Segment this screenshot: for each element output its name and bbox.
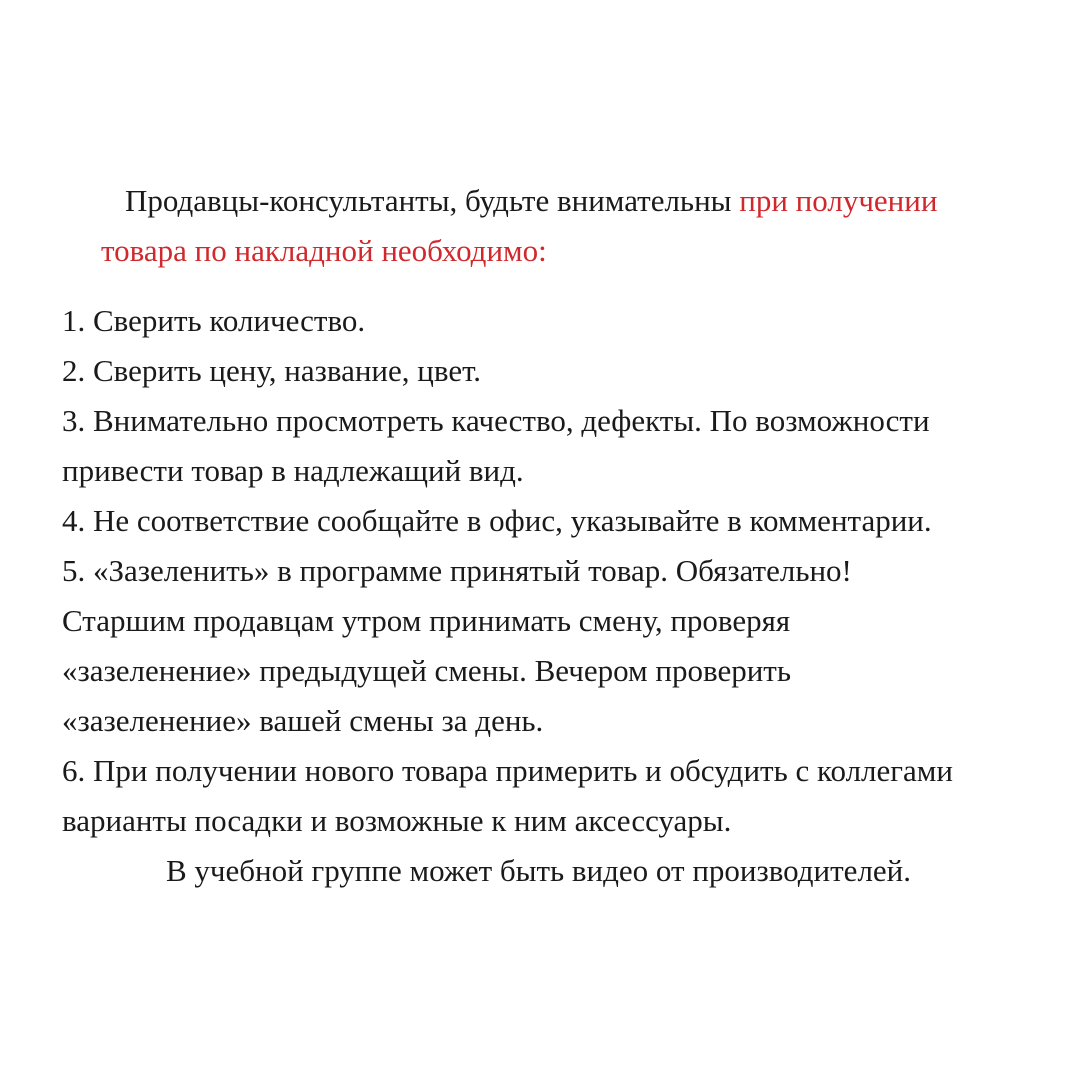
- intro-text: Продавцы-консультанты, будьте внимательны: [125, 183, 740, 218]
- list-item-4-line-1: 4. Не соответствие сообщайте в офис, указывайте в комментарии.: [62, 503, 932, 538]
- list-item-6-line-2: варианты посадки и возможные к ним аксессуары.: [62, 803, 732, 838]
- list-item-1-line-1: 1. Сверить количество.: [62, 303, 366, 338]
- closing-note: В учебной группе может быть видео от производителей.: [166, 853, 912, 888]
- intro-highlight-2: товара по накладной необходимо:: [101, 233, 547, 268]
- list-item-2-line-1: 2. Сверить цену, название, цвет.: [62, 353, 482, 388]
- instruction-list: [62, 296, 1052, 846]
- list-item-3-line-1: 3. Внимательно просмотреть качество, дефекты. По возможности: [62, 403, 930, 438]
- intro-highlight-1: при получении: [739, 183, 938, 218]
- list-item-5-line-2: Старшим продавцам утром принимать смену, проверяя: [62, 603, 791, 638]
- list-item-3-line-2: привести товар в надлежащий вид.: [62, 453, 524, 488]
- list-item-5-line-1: 5. «Зазеленить» в программе принятый товар. Обязательно!: [62, 553, 852, 588]
- list-item-5-line-3: «зазеленение» предыдущей смены. Вечером проверить: [62, 653, 791, 688]
- intro-line-1: [125, 176, 937, 226]
- list-item-6-line-1: 6. При получении нового товара примерить и обсудить с коллегами: [62, 753, 953, 788]
- list-item-5-line-4: «зазеленение» вашей смены за день.: [62, 703, 544, 738]
